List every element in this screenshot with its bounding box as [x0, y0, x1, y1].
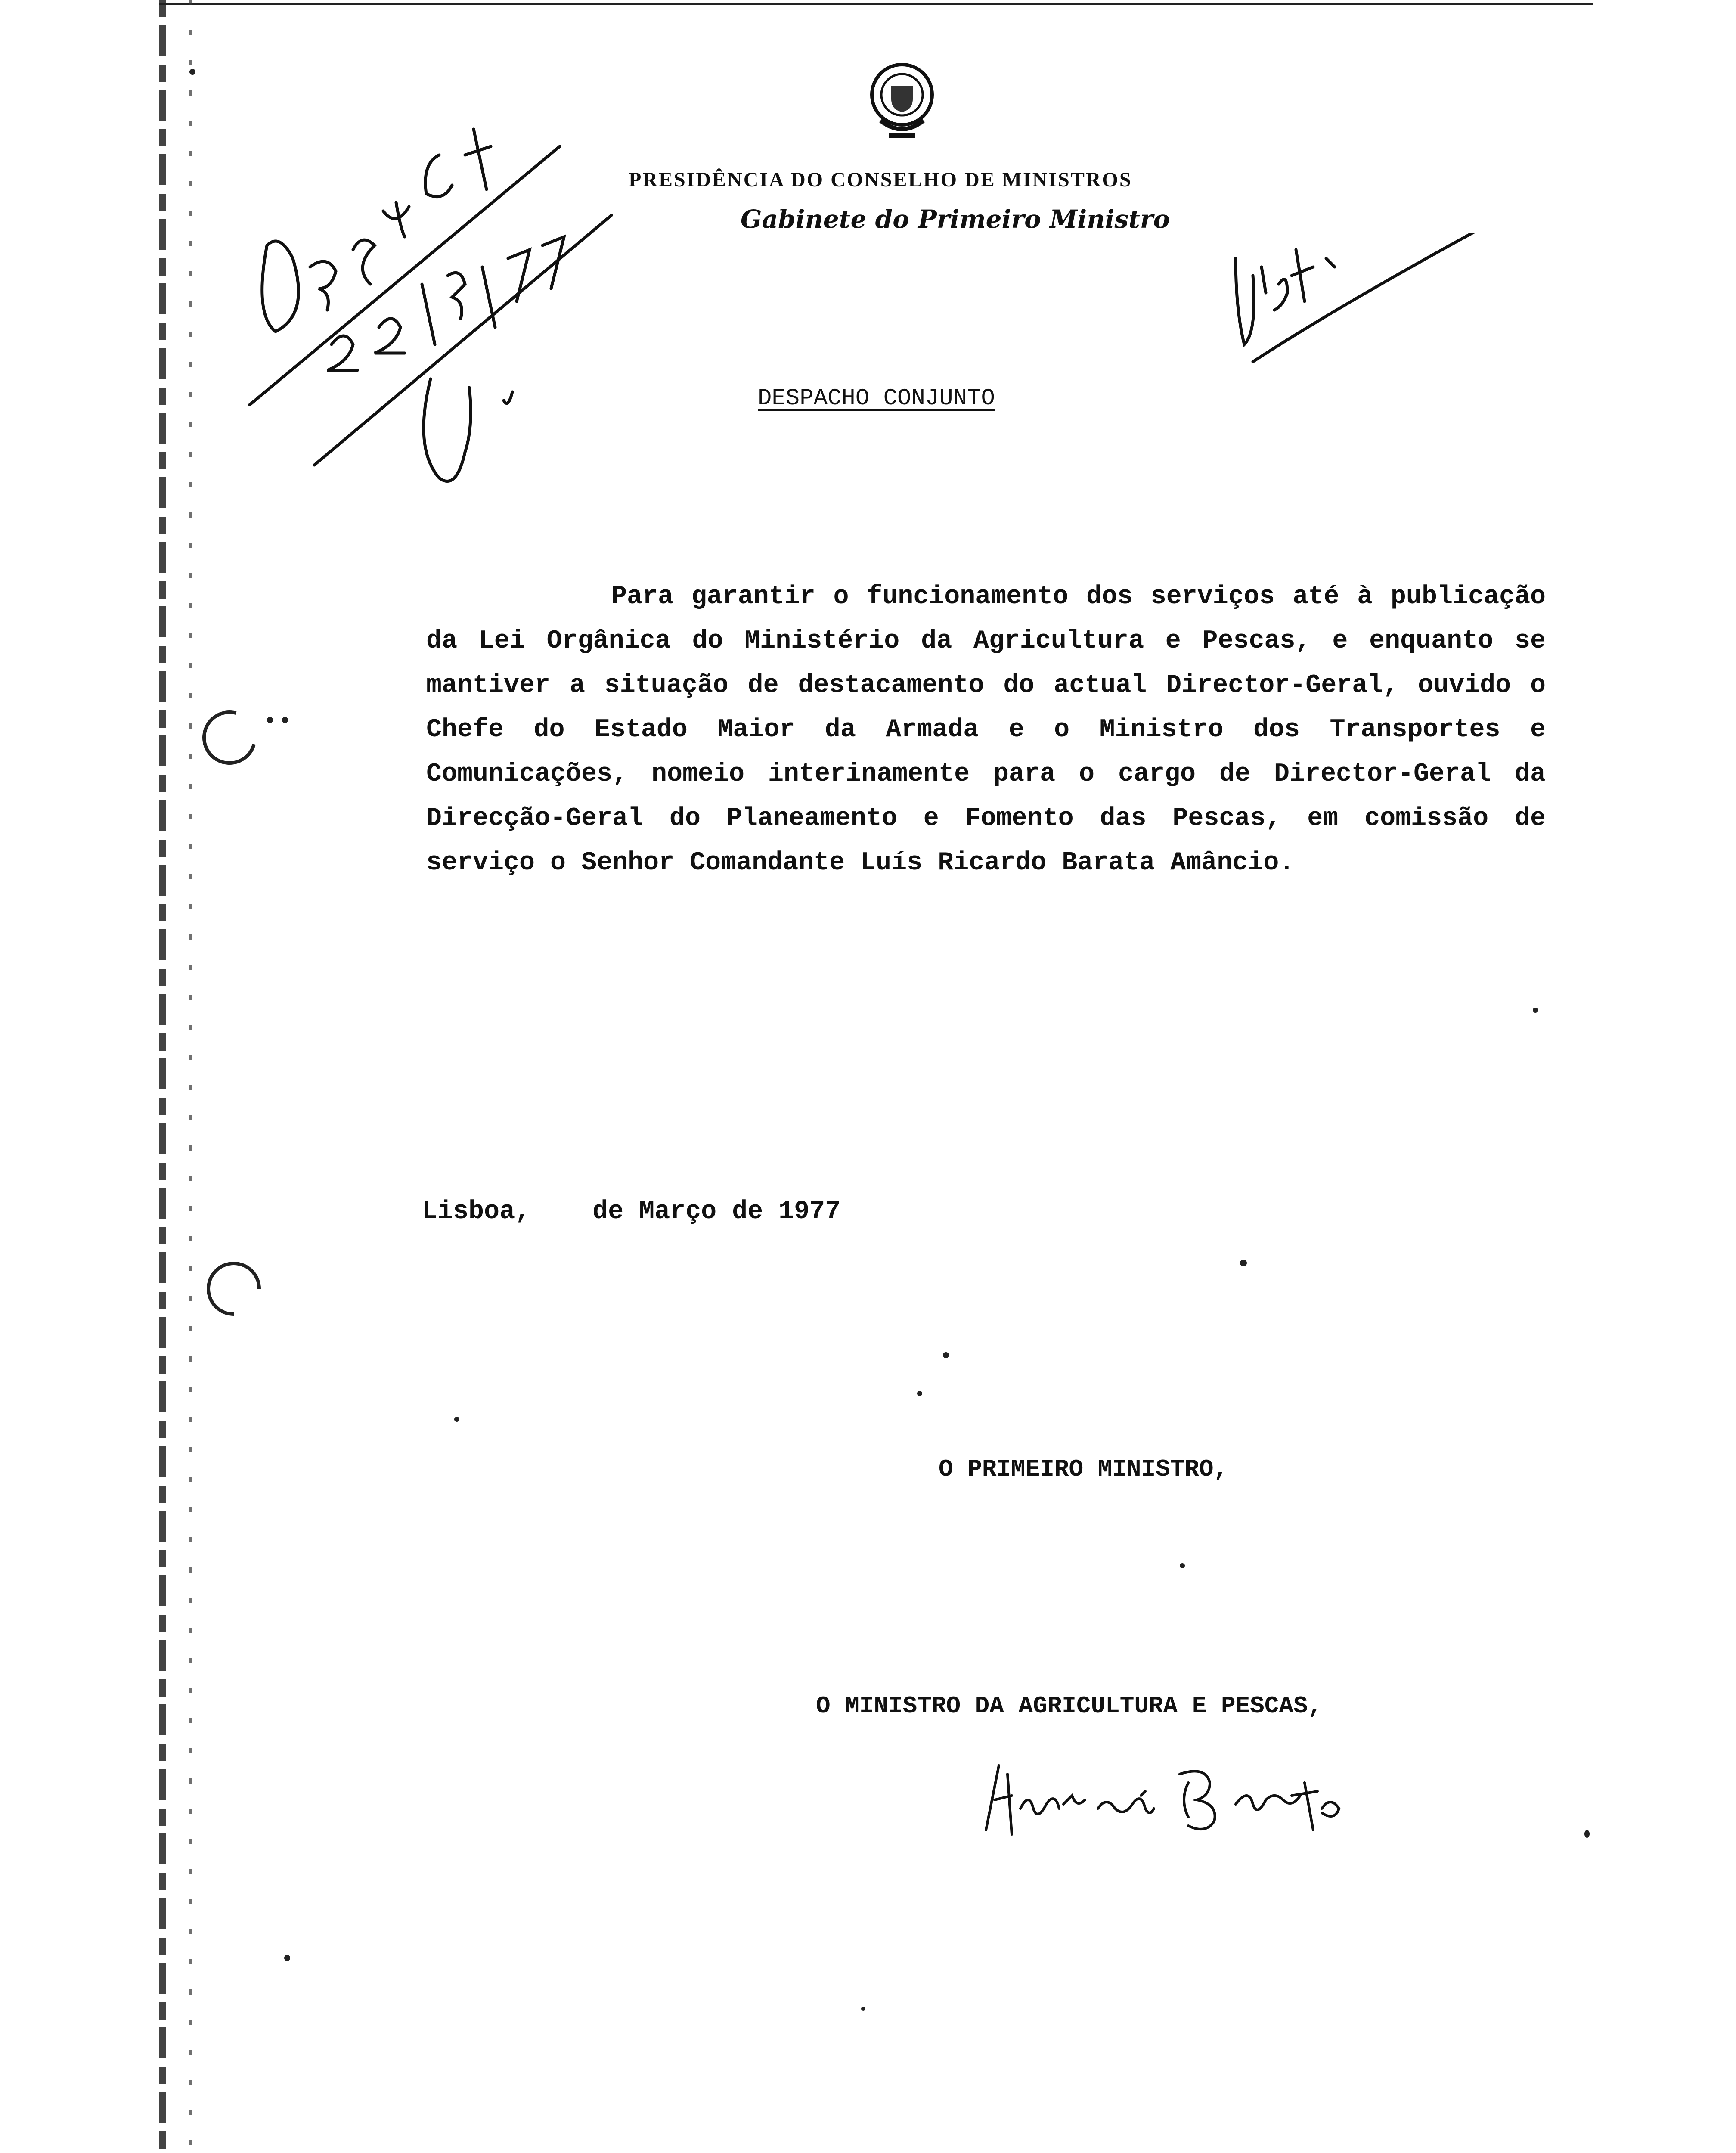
speck: [189, 69, 195, 75]
binder-edge: [159, 0, 166, 2153]
dateline: [422, 1197, 840, 1226]
speck: [1533, 1008, 1538, 1013]
handwritten-dispatch-annotation: [241, 103, 620, 525]
handwritten-visto-annotation: [1227, 233, 1485, 405]
punch-hole-upper: [192, 701, 267, 775]
speck: [454, 1417, 459, 1422]
body-paragraph: Para garantir o funcionamento dos serviços até à publicação da Lei Orgânica do Ministério da Agricultura e Pescas, e enquanto se mantiver a situação de destacamento do actual Director-Geral, ouvido o Chefe do Estado Maior da Armada e o Ministro dos Transportes e Comunicações, nomeio interinamente para o cargo de Director-Geral da Direcção-Geral do Planeamento e Fomento das Pescas, em comissão de serviço o Senhor Comandante Luís Ricardo Barata Amâncio.: [426, 582, 1546, 878]
agriculture-minister-signature-block: O MINISTRO DA AGRICULTURA E PESCAS,: [816, 1692, 1323, 1720]
speck: [267, 717, 273, 723]
prime-minister-signature-block: O PRIMEIRO MINISTRO,: [939, 1455, 1228, 1483]
coat-of-arms-seal: [863, 56, 941, 146]
document-body: [426, 575, 1546, 885]
speck: [282, 717, 288, 723]
letterhead-institution: PRESIDÊNCIA DO CONSELHO DE MINISTROS: [629, 168, 1132, 191]
punch-hole-lower: [195, 1250, 272, 1327]
top-edge-line: [159, 3, 1593, 5]
date: de Março de 1977: [592, 1197, 841, 1226]
document-title: DESPACHO CONJUNTO: [758, 385, 995, 412]
speck: [943, 1352, 949, 1358]
speck: [284, 1955, 290, 1961]
agriculture-minister-signature: [977, 1757, 1442, 1843]
speck: [1584, 1830, 1590, 1838]
speck: [1240, 1260, 1247, 1266]
speck: [1180, 1563, 1185, 1568]
binder-edge-secondary: [189, 0, 192, 2153]
speck: [917, 1391, 922, 1396]
speck: [861, 2007, 865, 2011]
letterhead-office: Gabinete do Primeiro Ministro: [741, 205, 1170, 234]
place: Lisboa,: [422, 1197, 531, 1226]
